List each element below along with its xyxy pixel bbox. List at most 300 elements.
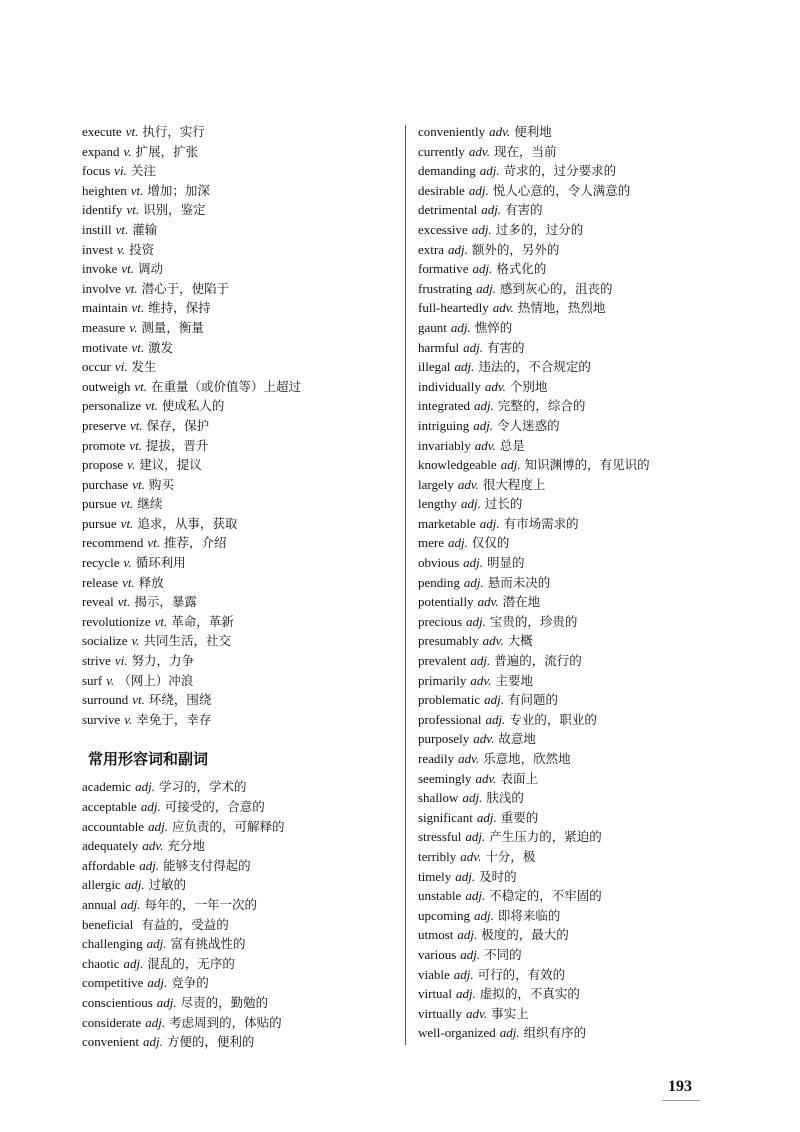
entry-word: revolutionize	[82, 613, 151, 629]
entry-word: adequately	[82, 838, 139, 854]
entry-part-of-speech: adj.	[156, 994, 177, 1010]
vocab-entry	[82, 915, 402, 935]
entry-part-of-speech: adv.	[468, 143, 490, 159]
entry-part-of-speech: adv.	[484, 378, 506, 394]
entry-definition: 过多的，过分的	[495, 221, 584, 237]
entry-part-of-speech: vi.	[114, 653, 128, 669]
entry-part-of-speech: vt.	[147, 535, 161, 551]
right-column	[418, 122, 758, 1043]
entry-part-of-speech: vt.	[117, 594, 131, 610]
entry-part-of-speech: adj.	[462, 790, 483, 806]
entry-part-of-speech: adj.	[457, 927, 478, 943]
vocab-entry	[418, 494, 758, 514]
entry-part-of-speech: adj.	[473, 398, 494, 414]
entry-word: conveniently	[418, 124, 486, 139]
entry-word: accountable	[82, 818, 145, 834]
vocab-entry	[82, 836, 402, 856]
entry-part-of-speech: v.	[123, 555, 132, 571]
vocab-entry	[418, 671, 758, 691]
vocab-entry	[82, 377, 402, 397]
entry-definition: 乐意地，欣然地	[483, 751, 571, 766]
entry-definition: 大概	[507, 633, 533, 649]
entry-definition: 维持，保持	[148, 300, 211, 316]
entry-part-of-speech: adj.	[139, 857, 160, 873]
entry-word: timely	[418, 868, 452, 884]
entry-definition: 个别地	[509, 378, 548, 394]
entry-definition: 调动	[138, 261, 164, 277]
entry-word: purposely	[418, 731, 470, 747]
vocab-entry	[82, 875, 402, 895]
entry-word: various	[418, 946, 457, 962]
entry-word: convenient	[82, 1034, 140, 1050]
entry-part-of-speech: adj.	[461, 496, 481, 512]
vocab-entry	[418, 769, 758, 789]
vocab-entry	[418, 592, 758, 612]
entry-definition: 专业的，职业的	[509, 711, 597, 727]
entry-part-of-speech: vt.	[134, 378, 148, 394]
entry-word: precious	[418, 613, 463, 629]
entry-part-of-speech: adj.	[447, 241, 468, 257]
entry-definition: 可行的，有效的	[477, 966, 566, 982]
entry-definition: 幸免于，幸存	[136, 711, 212, 727]
entry-part-of-speech: adj.	[453, 966, 474, 982]
entry-word: measure	[82, 319, 126, 335]
vocab-entry	[418, 455, 758, 475]
entry-part-of-speech: vt.	[154, 613, 168, 629]
entry-part-of-speech: adj.	[455, 868, 476, 884]
entry-part-of-speech: vt.	[131, 339, 145, 355]
entry-word: excessive	[418, 221, 468, 237]
entry-part-of-speech: adj.	[145, 1014, 166, 1030]
entry-word: allergic	[82, 877, 121, 893]
vocab-entry	[82, 612, 402, 632]
vocab-entry	[82, 259, 402, 279]
entry-definition: 揭示，暴露	[134, 594, 197, 610]
vocab-entry	[82, 357, 402, 377]
entry-definition: 明显的	[487, 555, 525, 571]
entry-definition: 增加；加深	[147, 182, 210, 198]
entry-definition: 发生	[131, 359, 157, 375]
entry-part-of-speech: v.	[129, 319, 138, 335]
entry-word: invest	[82, 241, 114, 257]
vocab-entry	[82, 797, 402, 817]
entry-definition: 富有挑战性的	[170, 936, 246, 952]
entry-part-of-speech: vt.	[121, 261, 135, 277]
entry-definition: 可接受的，合意的	[164, 799, 265, 814]
entry-word: recycle	[82, 555, 120, 571]
vocab-entry	[82, 690, 402, 710]
entry-definition: 有害的	[487, 339, 525, 355]
entry-definition: 有问题的	[507, 692, 558, 708]
column-divider	[405, 125, 406, 1045]
entry-word: presumably	[418, 633, 479, 649]
entry-definition: 考虑周到的，体贴的	[169, 1014, 282, 1030]
entry-word: harmful	[418, 339, 460, 355]
entry-word: surround	[82, 692, 129, 708]
entry-word: problematic	[418, 692, 481, 708]
entry-definition: 违法的，不合规定的	[478, 359, 591, 375]
entry-part-of-speech: vt.	[125, 124, 139, 139]
entry-part-of-speech: adj.	[484, 692, 504, 708]
page-number-underline	[662, 1100, 700, 1101]
vocab-entry	[418, 338, 758, 358]
entry-definition: 测量，衡量	[141, 319, 204, 335]
entry-part-of-speech: vt.	[132, 692, 145, 708]
vocab-entry	[82, 592, 402, 612]
entry-definition: 过长的	[484, 496, 523, 512]
entry-definition: 循环利用	[135, 555, 186, 571]
entry-part-of-speech: adj.	[460, 946, 481, 962]
entry-part-of-speech: adv.	[470, 672, 492, 688]
entry-part-of-speech: adj.	[463, 339, 484, 355]
entry-word: academic	[82, 779, 132, 795]
entry-word: pursue	[82, 515, 117, 531]
vocab-entry	[418, 710, 758, 730]
entry-word: chaotic	[82, 955, 120, 971]
entry-part-of-speech: adj.	[474, 907, 494, 923]
entry-word: socialize	[82, 633, 128, 649]
vocab-entry	[82, 455, 402, 475]
vocab-entry	[418, 925, 758, 945]
adjective-adverb-list	[418, 122, 758, 1043]
vocab-entry	[418, 729, 758, 749]
vocab-entry	[418, 827, 758, 847]
vocab-entry	[418, 279, 758, 299]
entry-word: involve	[82, 280, 121, 296]
entry-definition: 提拔，晋升	[145, 437, 209, 453]
vocab-entry	[418, 906, 758, 926]
entry-word: formative	[418, 261, 469, 277]
entry-part-of-speech: adj.	[485, 711, 506, 727]
entry-part-of-speech: v.	[117, 241, 126, 257]
vocab-entry	[82, 710, 402, 730]
vocab-entry	[82, 200, 402, 220]
entry-part-of-speech: adj.	[463, 574, 484, 590]
entry-word: virtually	[418, 1005, 463, 1021]
entry-word: gaunt	[418, 319, 447, 335]
entry-part-of-speech: vt.	[122, 574, 135, 590]
entry-part-of-speech: adj.	[479, 163, 500, 179]
entry-word: viable	[418, 966, 450, 982]
vocab-entry	[82, 318, 402, 338]
entry-part-of-speech: adv.	[477, 594, 499, 610]
entry-word: pursue	[82, 496, 117, 512]
entry-definition: 革命，革新	[171, 613, 234, 629]
entry-word: motivate	[82, 339, 128, 355]
vocab-entry	[418, 318, 758, 338]
entry-definition: 尽责的，勤勉的	[180, 994, 269, 1010]
entry-part-of-speech: vt.	[120, 515, 134, 531]
entry-word: propose	[82, 457, 124, 473]
entry-word: focus	[82, 163, 111, 179]
entry-word: demanding	[418, 163, 476, 179]
entry-definition: 主要地	[495, 672, 533, 688]
entry-word: prevalent	[418, 653, 467, 669]
entry-definition: 虚拟的，不真实的	[479, 986, 580, 1002]
entry-word: reveal	[82, 594, 114, 610]
entry-word: frustrating	[418, 280, 473, 296]
vocab-entry	[418, 984, 758, 1004]
entry-definition: 感到灰心的，沮丧的	[500, 280, 613, 296]
entry-definition: 保存，保护	[146, 417, 210, 433]
entry-word: acceptable	[82, 799, 137, 814]
entry-definition: 重要的	[500, 809, 539, 825]
entry-word: strive	[82, 653, 111, 669]
entry-definition: 关注	[130, 163, 156, 179]
vocab-entry	[82, 934, 402, 954]
entry-part-of-speech: vt.	[132, 476, 145, 492]
entry-part-of-speech: adv.	[460, 848, 482, 864]
entry-part-of-speech: v.	[127, 457, 136, 473]
vocab-entry	[418, 886, 758, 906]
section-heading-adjectives-adverbs: 常用形容词和副词	[88, 750, 209, 769]
entry-definition: 识别，鉴定	[143, 202, 206, 218]
entry-part-of-speech: adj.	[468, 182, 489, 198]
entry-word: seemingly	[418, 770, 472, 786]
entry-definition: 总是	[499, 437, 525, 453]
vocab-entry	[82, 573, 402, 593]
vocab-entry	[82, 895, 402, 915]
entry-definition: 很大程度上	[482, 476, 546, 492]
vocab-entry	[82, 396, 402, 416]
entry-word: illegal	[418, 359, 451, 375]
entry-word: lengthy	[418, 496, 457, 512]
entry-part-of-speech: v.	[106, 672, 115, 688]
vocab-entry	[418, 749, 758, 769]
entry-part-of-speech: adv.	[492, 300, 514, 316]
entry-word: extra	[418, 241, 444, 257]
entry-word: utmost	[418, 927, 454, 943]
entry-word: challenging	[82, 936, 143, 952]
entry-definition: 执行，实行	[142, 124, 205, 139]
entry-part-of-speech: adj.	[140, 799, 161, 814]
entry-definition: 环绕，围绕	[148, 692, 212, 708]
entry-word: pending	[418, 574, 460, 590]
vocab-entry	[82, 651, 402, 671]
entry-part-of-speech: adj.	[135, 779, 155, 795]
entry-word: desirable	[418, 182, 465, 198]
entry-word: surf	[82, 672, 103, 688]
vocab-entry	[418, 847, 758, 867]
vocab-entry	[418, 142, 758, 162]
entry-definition: 现在，当前	[493, 143, 557, 159]
entry-word: invariably	[418, 437, 471, 453]
vocab-entry	[418, 396, 758, 416]
entry-definition: 过敏的	[148, 877, 187, 893]
entry-part-of-speech: vt.	[126, 202, 140, 218]
entry-word: release	[82, 574, 119, 590]
vocab-entry	[82, 856, 402, 876]
entry-part-of-speech: v.	[123, 143, 132, 159]
entry-definition: 故意地	[498, 731, 536, 747]
entry-definition: 有益的，受益的	[141, 916, 229, 932]
vocab-entry	[418, 867, 758, 887]
entry-word: significant	[418, 809, 473, 825]
vocab-entry	[418, 690, 758, 710]
entry-word: maintain	[82, 300, 128, 316]
vocab-entry	[418, 533, 758, 553]
entry-part-of-speech: adj.	[148, 818, 168, 834]
entry-definition: 产生压力的，紧迫的	[489, 829, 602, 845]
entry-definition: 方便的，便利的	[166, 1034, 255, 1050]
entry-word: professional	[418, 711, 482, 727]
entry-definition: 令人迷惑的	[497, 417, 560, 433]
entry-definition: 事实上	[491, 1005, 529, 1021]
entry-part-of-speech: vi.	[114, 163, 127, 179]
entry-part-of-speech: vt.	[120, 496, 134, 512]
entry-part-of-speech: adj.	[465, 829, 486, 845]
vocab-entry	[82, 142, 402, 162]
entry-part-of-speech: adj.	[466, 613, 486, 629]
vocab-entry	[82, 973, 402, 993]
entry-definition: 学习的，学术的	[158, 779, 247, 795]
vocab-entry	[82, 777, 402, 797]
entry-word: virtual	[418, 986, 452, 1002]
entry-word: mere	[418, 535, 444, 551]
vocab-entry	[418, 1023, 758, 1043]
entry-word: annual	[82, 896, 117, 912]
entry-definition: 潜在地	[502, 594, 541, 610]
entry-part-of-speech: adv.	[482, 633, 504, 649]
entry-part-of-speech: adj.	[143, 1034, 163, 1050]
entry-part-of-speech: adv.	[466, 1005, 488, 1021]
vocab-entry	[418, 651, 758, 671]
entry-part-of-speech: adv.	[458, 751, 480, 766]
entry-definition: 每年的，一年一次的	[144, 896, 258, 912]
entry-word: terribly	[418, 848, 457, 864]
vocab-entry	[82, 298, 402, 318]
entry-word: heighten	[82, 182, 127, 198]
entry-definition: 便利地	[514, 124, 552, 139]
page-number: 193	[668, 1078, 692, 1095]
entry-word: integrated	[418, 398, 470, 414]
entry-definition: 知识渊博的，有见识的	[524, 457, 650, 473]
vocab-entry	[82, 817, 402, 837]
vocab-entry	[82, 993, 402, 1013]
entry-part-of-speech: adj.	[481, 202, 502, 218]
vocab-entry	[418, 514, 758, 534]
entry-word: survive	[82, 711, 121, 727]
entry-part-of-speech: adj.	[465, 888, 486, 904]
vocab-entry	[82, 1032, 402, 1052]
entry-definition: 追求，从事，获取	[137, 515, 238, 531]
entry-word: recommend	[82, 535, 144, 551]
adjective-list	[82, 777, 402, 1051]
entry-part-of-speech: adj.	[123, 955, 144, 971]
vocab-entry	[418, 553, 758, 573]
entry-definition: 能够支付得起的	[163, 857, 251, 873]
vocab-entry	[82, 436, 402, 456]
entry-part-of-speech: adv.	[489, 124, 511, 139]
vocab-entry	[82, 181, 402, 201]
entry-word: instill	[82, 221, 112, 237]
entry-part-of-speech: adj.	[476, 280, 497, 296]
vocab-entry	[82, 671, 402, 691]
entry-definition: 扩展，扩张	[135, 143, 199, 159]
entry-definition: （网上）冲浪	[118, 672, 194, 688]
entry-definition: 有害的	[505, 202, 543, 218]
vocab-entry	[82, 279, 402, 299]
entry-word: primarily	[418, 672, 467, 688]
entry-word: marketable	[418, 515, 476, 531]
vocab-entry	[418, 377, 758, 397]
entry-definition: 苛求的，过分要求的	[503, 163, 617, 179]
entry-definition: 灌输	[132, 221, 158, 237]
entry-word: largely	[418, 476, 454, 492]
vocab-entry	[418, 808, 758, 828]
entry-word: identify	[82, 202, 123, 218]
vocab-entry	[418, 436, 758, 456]
entry-definition: 组织有序的	[523, 1025, 587, 1041]
entry-part-of-speech: adj.	[476, 809, 497, 825]
entry-definition: 推荐，介绍	[164, 535, 227, 551]
vocab-entry	[418, 573, 758, 593]
entry-definition: 努力，力争	[131, 653, 195, 669]
entry-word: preserve	[82, 417, 127, 433]
entry-part-of-speech: adv.	[475, 770, 497, 786]
entry-word: outweigh	[82, 378, 131, 394]
entry-definition: 十分，极	[485, 848, 536, 864]
vocab-entry	[418, 240, 758, 260]
entry-definition: 继续	[137, 496, 163, 512]
entry-definition: 投资	[129, 241, 155, 257]
entry-word: intriguing	[418, 417, 470, 433]
vocab-entry	[418, 1004, 758, 1024]
vocab-entry	[82, 533, 402, 553]
left-column	[82, 122, 402, 1052]
entry-word: conscientious	[82, 994, 153, 1010]
entry-part-of-speech: adj.	[463, 555, 484, 571]
vocab-entry	[418, 788, 758, 808]
entry-definition: 悬而未决的	[487, 574, 551, 590]
entry-definition: 即将来临的	[497, 907, 561, 923]
entry-word: shallow	[418, 790, 459, 806]
entry-definition: 热情地，热烈地	[517, 300, 606, 316]
entry-word: affordable	[82, 857, 136, 873]
vocab-entry	[82, 514, 402, 534]
entry-part-of-speech: adj.	[146, 936, 167, 952]
vocab-entry	[82, 220, 402, 240]
entry-definition: 仅仅的	[471, 535, 510, 551]
entry-definition: 表面上	[500, 770, 539, 786]
entry-part-of-speech: vt.	[129, 437, 142, 453]
vocab-entry	[82, 475, 402, 495]
entry-definition: 不同的	[484, 946, 522, 962]
entry-definition: 共同生活，社交	[143, 633, 232, 649]
entry-part-of-speech: vt.	[130, 182, 144, 198]
entry-part-of-speech: adj.	[473, 417, 494, 433]
entry-part-of-speech: vt.	[115, 221, 129, 237]
entry-part-of-speech: vt.	[125, 280, 138, 296]
entry-part-of-speech: adv.	[474, 437, 496, 453]
verb-list	[82, 122, 402, 729]
entry-definition: 在重量（或价值等）上超过	[151, 378, 302, 394]
vocab-entry	[418, 945, 758, 965]
entry-word: stressful	[418, 829, 462, 845]
vocab-entry	[418, 298, 758, 318]
vocab-entry	[418, 181, 758, 201]
entry-definition: 宝贵的，珍贵的	[489, 613, 578, 629]
entry-word: upcoming	[418, 907, 470, 923]
entry-word: full-heartedly	[418, 300, 489, 316]
entry-part-of-speech: adj.	[120, 896, 141, 912]
entry-part-of-speech: vt.	[145, 398, 158, 414]
vocab-entry	[82, 240, 402, 260]
entry-definition: 肤浅的	[486, 790, 524, 806]
vocab-entry	[418, 475, 758, 495]
entry-definition: 建议，提议	[139, 457, 202, 473]
vocab-entry	[418, 357, 758, 377]
